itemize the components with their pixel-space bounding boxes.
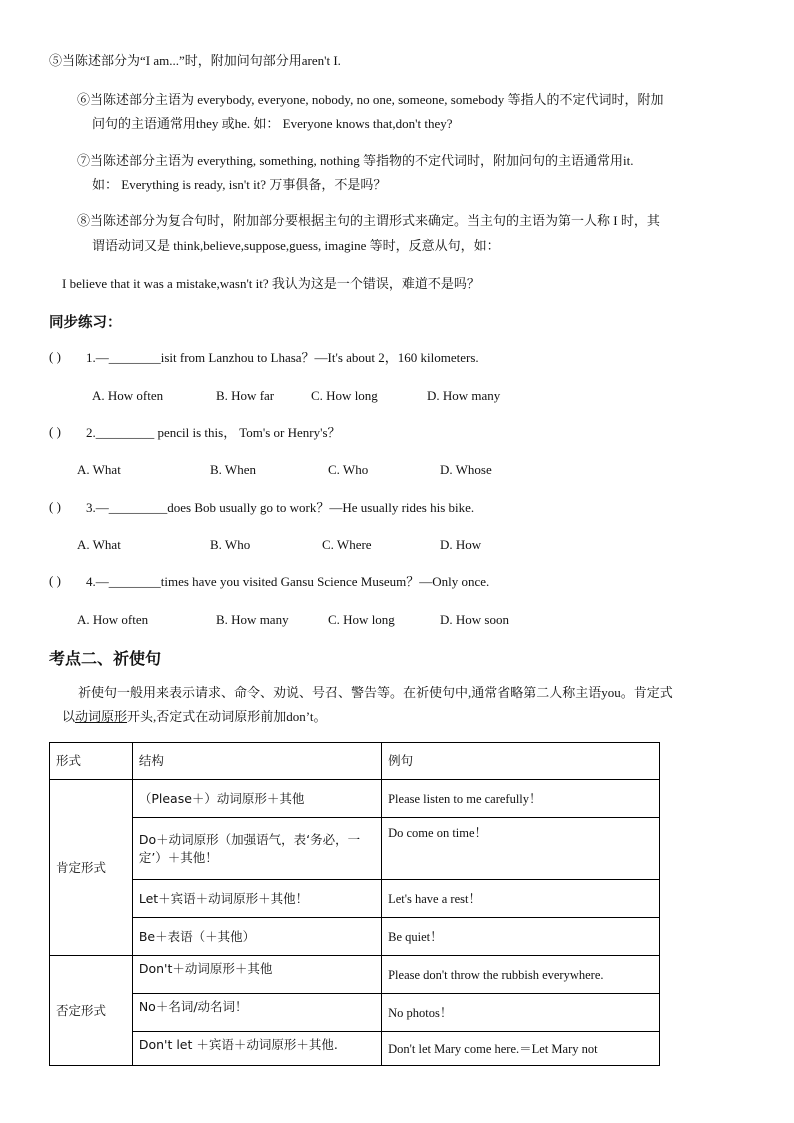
table-header-row	[50, 743, 660, 780]
intro-underlined: 动词原形	[75, 709, 128, 724]
intro-prefix: 以	[62, 709, 76, 724]
answer-blank[interactable]: ( )	[49, 573, 61, 588]
answer-blank[interactable]: ( )	[49, 499, 61, 514]
table-row	[50, 1032, 660, 1066]
option-d: D. Whose	[440, 462, 492, 477]
rule-5: ⑤当陈述部分为“I am...”时，附加问句部分用aren't I.	[49, 53, 341, 68]
example-cell: Be quiet！	[382, 918, 660, 956]
question-4: 4.—________times have you visited Gansu Science Museum？—Only once.	[86, 574, 490, 589]
option-b: B. When	[210, 462, 256, 477]
intro-line-1: 祈使句一般用来表示请求、命令、劝说、号召、警告等。在祈使句中,通常省略第二人称主语you。肯定式	[78, 685, 673, 700]
rule-8-line-2: 谓语动词又是 think,believe,suppose,guess, imagine 等时，反意从句，如：	[92, 238, 500, 253]
structure-cell: No＋名词/动名词！	[132, 994, 381, 1032]
table-row	[50, 956, 660, 994]
structure-cell: Let＋宾语＋动词原形＋其他！	[132, 880, 381, 918]
option-b: B. How far	[216, 388, 275, 403]
answer-blank[interactable]: ( )	[49, 349, 61, 364]
table-row	[50, 780, 660, 818]
option-b: B. Who	[210, 537, 251, 552]
rule-8-line-1: ⑧当陈述部分为复合句时，附加部分要根据主句的主谓形式来确定。当主句的主语为第一人称 I 时，其	[77, 213, 660, 228]
example-cell: Don't let Mary come here.＝Let Mary not	[382, 1032, 660, 1066]
option-c: C. Where	[322, 537, 372, 552]
rule-7-line-1: ⑦当陈述部分主语为 everything, something, nothing 等指物的不定代词时，附加问句的主语通常用it.	[77, 153, 634, 168]
option-d: D. How soon	[440, 612, 509, 627]
option-a: A. What	[77, 537, 121, 552]
option-a: A. What	[77, 462, 121, 477]
question-3: 3.—_________does Bob usually go to work？—He usually rides his bike.	[86, 500, 475, 515]
option-c: C. How long	[328, 612, 395, 627]
table-row	[50, 918, 660, 956]
header-form: 形式	[50, 743, 133, 780]
option-d: D. How	[440, 537, 482, 552]
structure-cell: Be＋表语（＋其他）	[132, 918, 381, 956]
rule-8-example: I believe that it was a mistake,wasn't it? 我认为这是一个错误，难道不是吗？	[62, 276, 480, 291]
table-row	[50, 880, 660, 918]
structure-cell: Don't let ＋宾语＋动词原形＋其他.	[132, 1032, 381, 1066]
header-example: 例句	[382, 743, 660, 780]
rule-7-line-2: 如： Everything is ready, isn't it? 万事俱备，不是吗？	[92, 177, 387, 192]
practice-heading: 同步练习：	[49, 315, 122, 331]
intro-line-2	[62, 708, 327, 726]
intro-suffix: 开头,否定式在动词原形前加don’t。	[127, 709, 327, 724]
option-c: C. Who	[328, 462, 369, 477]
example-cell: Please listen to me carefully！	[382, 780, 660, 818]
answer-blank[interactable]: ( )	[49, 424, 61, 439]
example-cell: Please don't throw the rubbish everywhere.	[382, 956, 660, 994]
example-cell: Do come on time！	[382, 818, 660, 880]
option-a: A. How often	[77, 612, 149, 627]
question-1: 1.—________isit from Lanzhou to Lhasa？—It's about 2，160 kilometers.	[86, 350, 479, 365]
option-b: B. How many	[216, 612, 289, 627]
option-a: A. How often	[92, 388, 164, 403]
table-row	[50, 818, 660, 880]
option-c: C. How long	[311, 388, 378, 403]
negative-label: 否定形式	[50, 956, 133, 1066]
structure-cell: Do＋动词原形（加强语气，表‘务必，一定’）＋其他！	[132, 818, 381, 880]
rule-6-line-1: ⑥当陈述部分主语为 everybody, everyone, nobody, no one, someone, somebody 等指人的不定代词时，附加	[77, 92, 664, 107]
question-2: 2._________ pencil is this， Tom's or Henry's？	[86, 425, 341, 440]
rule-6-line-2: 问句的主语通常用they 或he. 如： Everyone knows that,don't they?	[92, 116, 453, 131]
structure-cell: Don't＋动词原形＋其他	[132, 956, 381, 994]
example-cell: Let's have a rest！	[382, 880, 660, 918]
example-cell: No photos！	[382, 994, 660, 1032]
imperative-table	[49, 742, 660, 1066]
affirmative-label: 肯定形式	[50, 780, 133, 956]
structure-cell: （Please＋）动词原形＋其他	[132, 780, 381, 818]
option-d: D. How many	[427, 388, 501, 403]
header-structure: 结构	[132, 743, 381, 780]
table-row	[50, 994, 660, 1032]
section-heading: 考点二、祈使句	[49, 649, 162, 668]
